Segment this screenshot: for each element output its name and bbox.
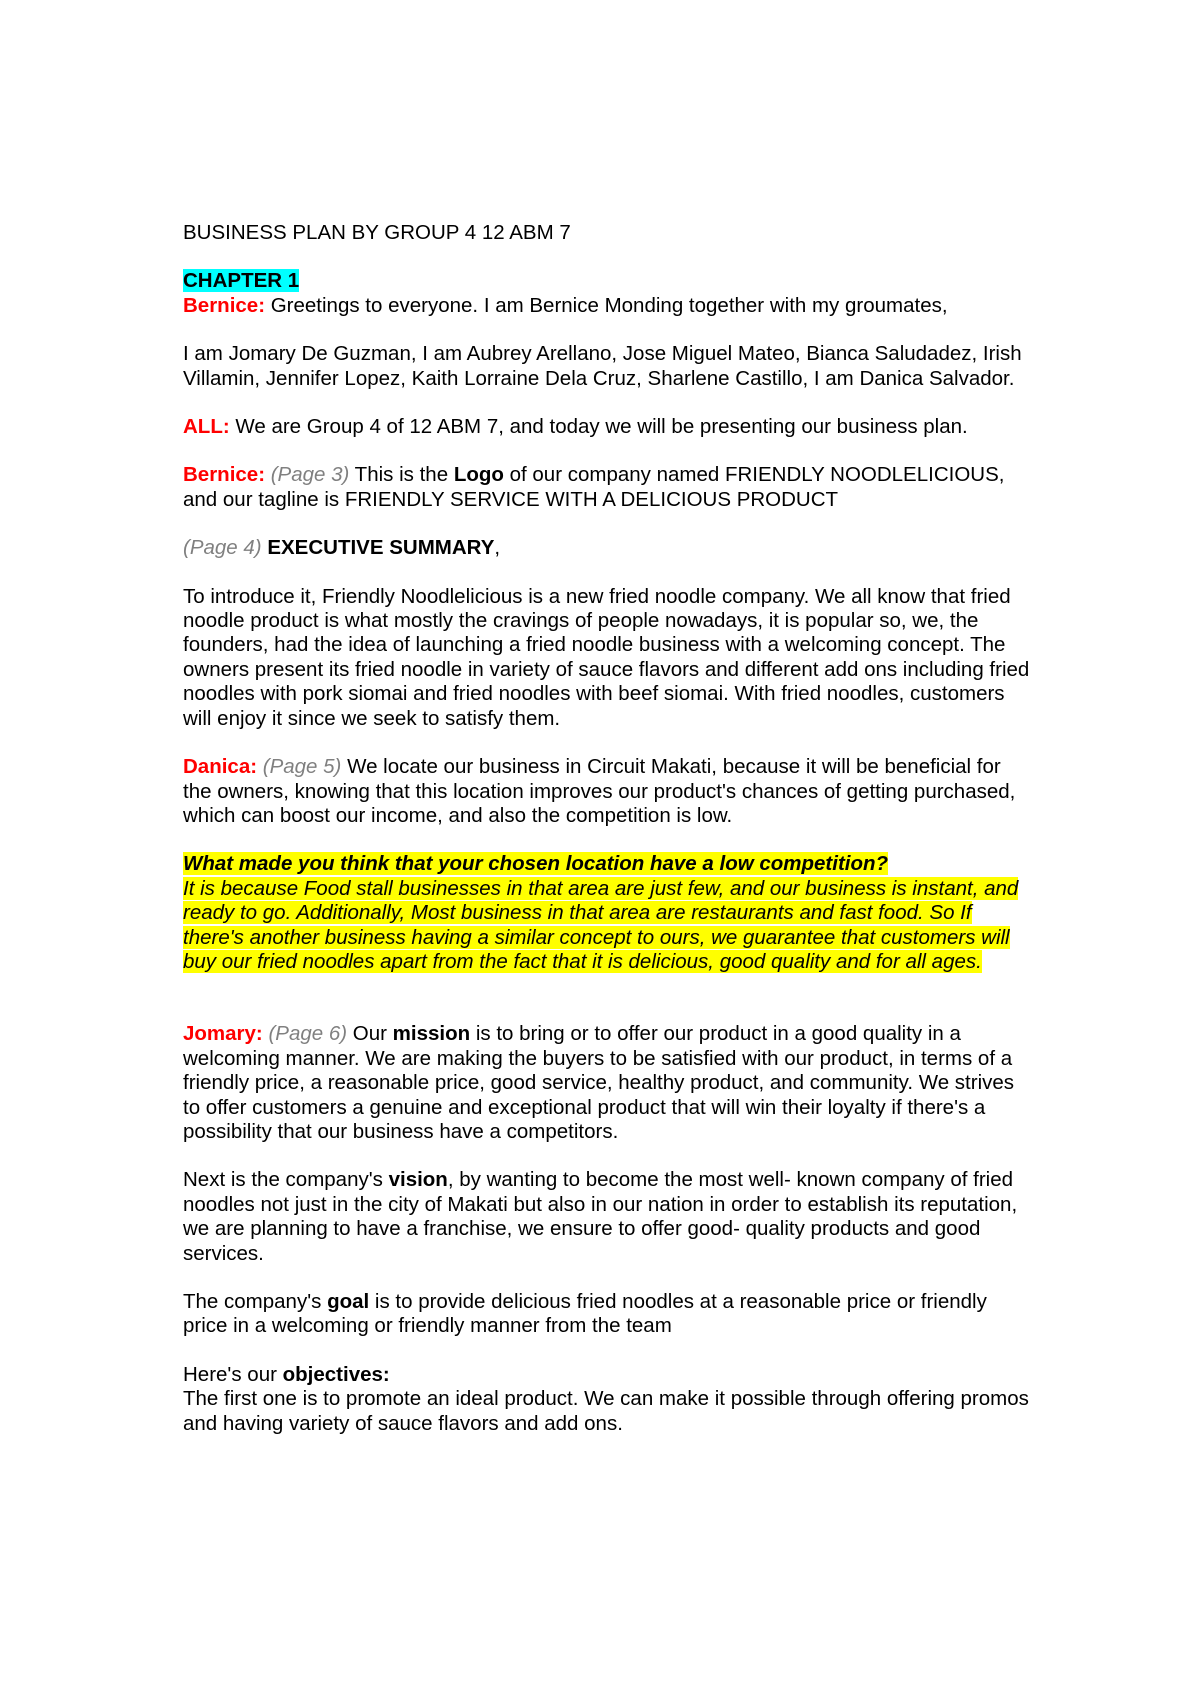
page-reference: (Page 4) <box>183 536 262 560</box>
chapter-heading-line <box>183 269 1033 293</box>
paragraph-text: Greetings to everyone. I am Bernice Monding together with my groumates, <box>265 293 948 317</box>
paragraph-text: This is the <box>349 463 454 487</box>
paragraph-goal <box>183 1290 1033 1339</box>
paragraph-introduction <box>183 585 1033 731</box>
section-heading: EXECUTIVE SUMMARY <box>261 536 495 560</box>
paragraph-mission <box>183 1022 1033 1144</box>
bold-term: mission <box>392 1022 471 1046</box>
document-page <box>183 221 1033 1436</box>
paragraph-text: We locate our business in Circuit Makati, because it will be beneficial for the owners, knowing that this location improves our product's chances of getting purchased, which can boost our income, and also the competition is low. <box>183 755 1016 827</box>
highlighted-answer: It is because Food stall businesses in that area are just few, and our business is instant, and ready to go. Additionally, Most business in that area are restaurants and fast food. So If there's another business having a similar concept to ours, we guarantee that customers will buy our fried noodles apart from the fact that it is delicious, good quality and for all ages. <box>183 876 1019 973</box>
speaker-label: Bernice: <box>183 463 266 487</box>
paragraph-text: , by wanting to become the most well- known company of fried noodles not just in the city of Makati but also in our nation in order to establish its reputation, we are planning to have a franchise, we ensure to offer good- quality products and good services. <box>183 1168 1018 1265</box>
paragraph-vision <box>183 1168 1033 1266</box>
paragraph-text: is to provide delicious fried noodles at a reasonable price or friendly price in a welcoming or friendly manner from the team <box>183 1290 987 1338</box>
paragraph-all <box>183 415 1033 439</box>
paragraph-text: Our <box>347 1022 393 1046</box>
paragraph-text: To introduce it, Friendly Noodlelicious is a new fried noodle company. We all know that fried noodle product is what mostly the cravings of people nowadays, it is popular so, we, the founders, had the idea of launching a fried noodle business with a welcoming concept. The owners present its fried noodle in variety of sauce flavors and different add ons including fried noodles with pork siomai and fried noodles with beef siomai. With fried noodles, customers will enjoy it since we seek to satisfy them. <box>183 584 1030 730</box>
bold-term: Logo <box>453 463 504 487</box>
speaker-label: Danica: <box>183 755 258 779</box>
paragraph-text: is to bring or to offer our product in a good quality in a welcoming manner. We are making the buyers to be satisfied with our product, in terms of a friendly price, a reasonable price, good service, healthy product, and community. We strives to offer customers a genuine and exceptional product that will win their loyalty if there's a possibility that our business have a competitors. <box>183 1022 1015 1143</box>
speaker-label: Bernice: <box>183 293 266 317</box>
paragraph-text: of our company named FRIENDLY NOODLELICIOUS, and our tagline is FRIENDLY SERVICE WITH A DELICIOUS PRODUCT <box>183 463 1005 511</box>
paragraph-location <box>183 755 1033 828</box>
bold-term: vision <box>388 1168 448 1192</box>
bold-term: goal <box>327 1290 370 1313</box>
paragraph-text: The first one is to promote an ideal product. We can make it possible through offering promos and having variety of sauce flavors and add ons. <box>183 1387 1029 1435</box>
paragraph-logo <box>183 463 1033 512</box>
paragraph-text: Here's our <box>183 1362 283 1386</box>
highlighted-question: What made you think that your chosen location have a low competition? <box>183 852 889 876</box>
paragraph-text: The company's <box>183 1290 328 1313</box>
speaker-label: Jomary: <box>183 1022 263 1046</box>
paragraph-text: I am Jomary De Guzman, I am Aubrey Arellano, Jose Miguel Mateo, Bianca Saludadez, Irish Villamin, Jennifer Lopez, Kaith Lorraine Dela Cruz, Sharlene Castillo, I am Danica Salvador. <box>183 342 1022 390</box>
paragraph-bernice-greeting <box>183 294 1033 318</box>
paragraph-executive-summary-heading <box>183 536 1033 560</box>
chapter-heading: CHAPTER 1 <box>183 269 300 293</box>
document-title: BUSINESS PLAN BY GROUP 4 12 ABM 7 <box>183 221 571 244</box>
page-reference: (Page 5) <box>257 755 342 779</box>
highlighted-qa <box>183 852 1033 974</box>
paragraph-members <box>183 342 1033 391</box>
paragraph-text: We are Group 4 of 12 ABM 7, and today we will be presenting our business plan. <box>229 415 968 439</box>
paragraph-text: Next is the company's <box>183 1168 389 1192</box>
paragraph-objectives <box>183 1363 1033 1436</box>
page-reference: (Page 3) <box>265 463 350 487</box>
speaker-label: ALL: <box>183 415 230 439</box>
page-reference: (Page 6) <box>262 1022 348 1046</box>
bold-term: objectives: <box>282 1362 390 1386</box>
paragraph-text: , <box>494 536 501 560</box>
